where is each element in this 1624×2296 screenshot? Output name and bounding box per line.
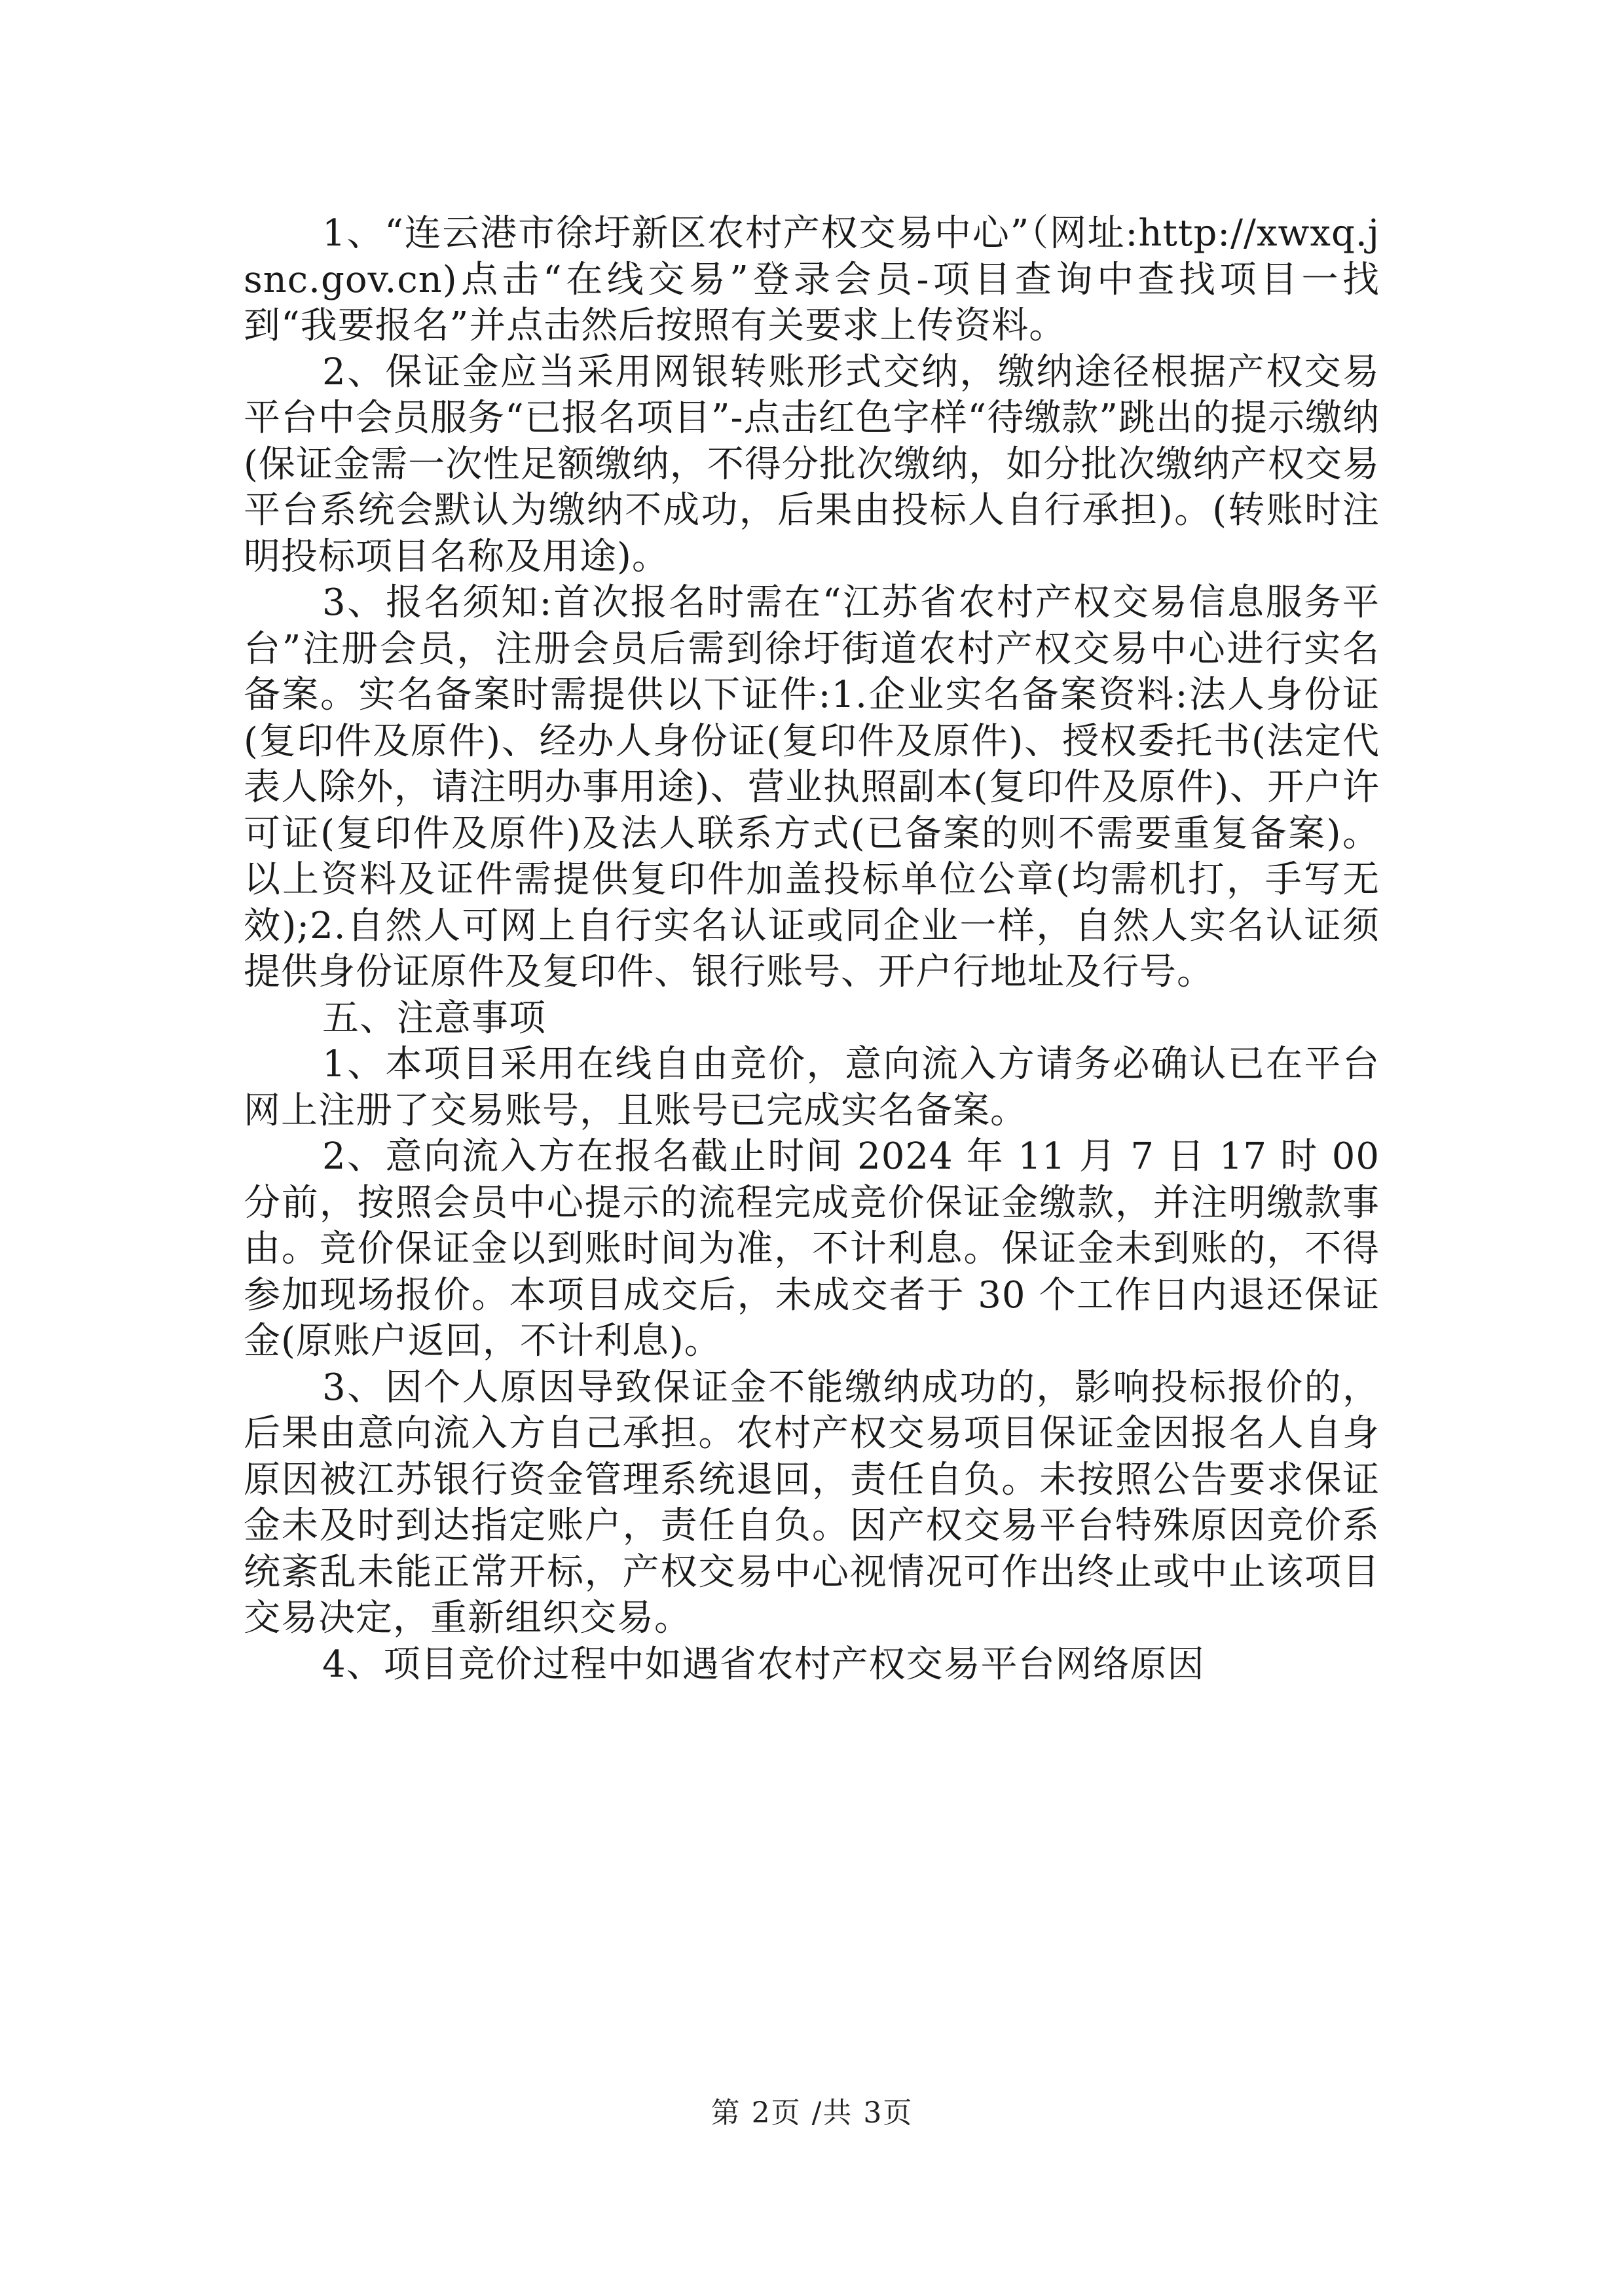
- section-heading-notes: 五、注意事项: [322, 996, 546, 1040]
- page-footer: 第 2页 /共 3页: [710, 2096, 913, 2130]
- paragraph-note-2: 2、意向流入方在报名截止时间 2024 年 11 月 7 日 17 时 00 分前，按照会员中心提示的流程完成竞价保证金缴款，并注明缴款事由。竞价保证金以到账时间为准，不计利息。保证金未到账的，不得参加现场报价。本项目成交后，未成交者于 30 个工作日内退还保证金(原账户返回，不计利息)。: [244, 1135, 1380, 1362]
- paragraph-note-4: 4、项目竞价过程中如遇省农村产权交易平台网络原因: [322, 1643, 1205, 1686]
- paragraph-deposit-payment: 2、保证金应当采用网银转账形式交纳，缴纳途径根据产权交易平台中会员服务“已报名项目”-点击红色字样“待缴款”跳出的提示缴纳(保证金需一次性足额缴纳，不得分批次缴纳，如分批次缴纳产权交易平台系统会默认为缴纳不成功，后果由投标人自行承担)。(转账时注明投标项目名称及用途)。: [244, 350, 1380, 578]
- document-body: [244, 211, 1380, 1688]
- paragraph-registration-step-1: 1、“连云港市徐圩新区农村产权交易中心”（网址:http://xwxq.jsnc.gov.cn)点击“在线交易”登录会员-项目查询中查找项目一找到“我要报名”并点击然后按照有关要求上传资料。: [244, 212, 1380, 347]
- paragraph-registration-notice: 3、报名须知:首次报名时需在“江苏省农村产权交易信息服务平台”注册会员，注册会员后需到徐圩街道农村产权交易中心进行实名备案。实名备案时需提供以下证件:1.企业实名备案资料:法人身份证(复印件及原件)、经办人身份证(复印件及原件)、授权委托书(法定代表人除外，请注明办事用途)、营业执照副本(复印件及原件)、开户许可证(复印件及原件)及法人联系方式(已备案的则不需要重复备案)。以上资料及证件需提供复印件加盖投标单位公章(均需机打，手写无效);2.自然人可网上自行实名认证或同企业一样，自然人实名认证须提供身份证原件及复印件、银行账号、开户行地址及行号。: [244, 581, 1380, 993]
- paragraph-note-1: 1、本项目采用在线自由竞价，意向流入方请务必确认已在平台网上注册了交易账号，且账号已完成实名备案。: [244, 1043, 1380, 1132]
- paragraph-note-3: 3、因个人原因导致保证金不能缴纳成功的，影响投标报价的，后果由意向流入方自己承担。农村产权交易项目保证金因报名人自身原因被江苏银行资金管理系统退回，责任自负。未按照公告要求保证金未及时到达指定账户，责任自负。因产权交易平台特殊原因竞价系统紊乱未能正常开标，产权交易中心视情况可作出终止或中止该项目交易决定，重新组织交易。: [244, 1366, 1380, 1639]
